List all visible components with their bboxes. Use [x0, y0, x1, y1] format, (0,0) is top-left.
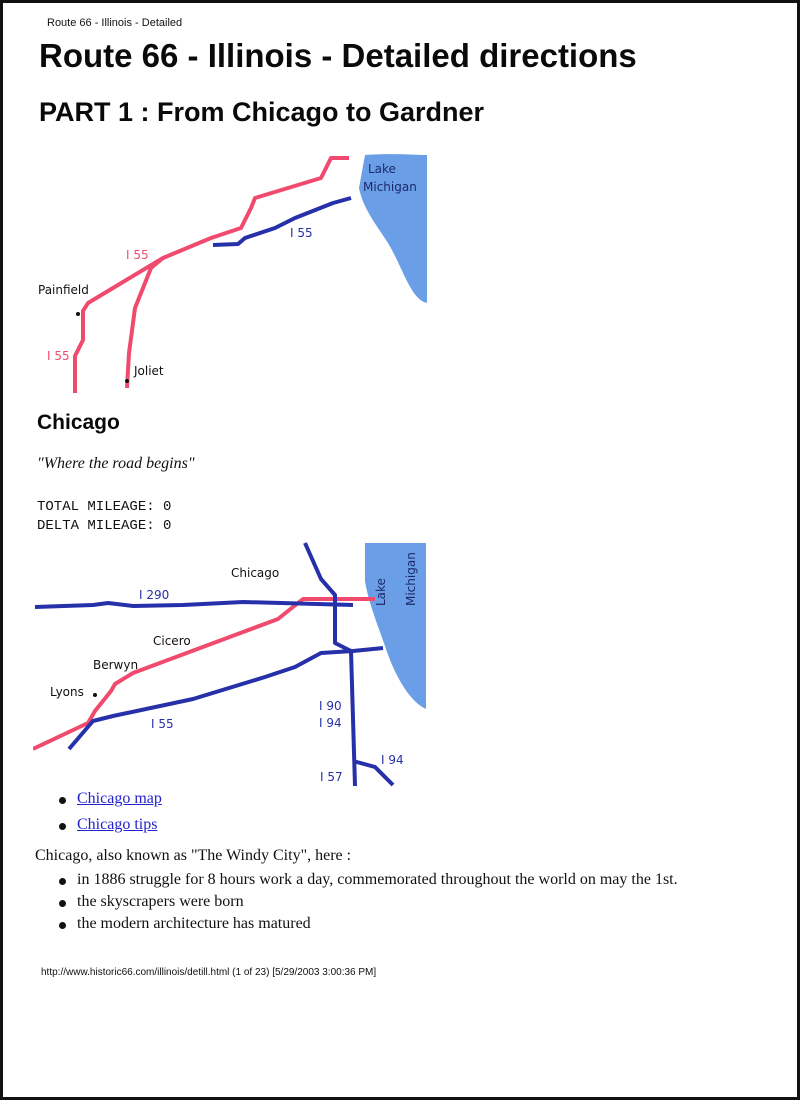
fact-list: [59, 871, 678, 937]
i90-label: I 90: [319, 699, 342, 713]
chicago-tips-link[interactable]: Chicago tips: [77, 816, 158, 833]
lyons-label: Lyons: [50, 685, 84, 699]
berwyn-label: Berwyn: [93, 658, 139, 672]
intro-text: Chicago, also known as "The Windy City", here :: [35, 847, 352, 864]
delta-mileage: DELTA MILEAGE: 0: [37, 518, 172, 534]
lake-michigan-shape: [359, 154, 427, 303]
i55-red-label: I 55: [126, 248, 149, 262]
cicero-label: Cicero: [153, 634, 191, 648]
page-title: Route 66 - Illinois - Detailed directions: [39, 37, 637, 74]
plainfield-label: Painfield: [38, 283, 89, 297]
page-footer: http://www.historic66.com/illinois/detill.html (1 of 23) [5/29/2003 3:00:36 PM]: [41, 967, 377, 978]
lyons-dot: [93, 693, 97, 697]
part-title: PART 1 : From Chicago to Gardner: [39, 97, 485, 127]
i55-blue-label: I 55: [290, 226, 313, 240]
michigan-label: Michigan: [363, 180, 417, 194]
joliet-label: Joliet: [134, 364, 164, 378]
list-item: [59, 790, 162, 816]
mileage-block: [37, 498, 171, 536]
i94-east-label: I 94: [381, 753, 404, 767]
i55-left-label: I 55: [47, 349, 70, 363]
route-map-chicago: [33, 541, 433, 791]
chicago-map-link[interactable]: Chicago map: [77, 790, 162, 807]
lake-label: Lake: [368, 162, 396, 176]
list-item: the skyscrapers were born: [59, 893, 678, 915]
list-item: in 1886 struggle for 8 hours work a day, commemorated throughout the world on may the 1st.: [59, 871, 678, 893]
route-66-line: [75, 158, 349, 393]
list-item: [59, 816, 162, 842]
i57-label: I 57: [320, 770, 343, 784]
page-header: Route 66 - Illinois - Detailed: [47, 17, 183, 29]
total-mileage: TOTAL MILEAGE: 0: [37, 499, 172, 515]
i94-label: I 94: [319, 716, 342, 730]
section-quote: "Where the road begins": [37, 455, 195, 472]
interstate-55-line: [213, 198, 351, 245]
link-list: [59, 790, 162, 842]
chicago-label: Chicago: [231, 566, 280, 580]
section-title: Chicago: [37, 411, 120, 434]
interstate-90-94-line: [305, 543, 355, 786]
plainfield-dot: [76, 312, 80, 316]
i290-label: I 290: [139, 588, 170, 602]
list-item: the modern architecture has matured: [59, 915, 678, 937]
michigan-label: Michigan: [404, 552, 418, 606]
lake-label: Lake: [374, 578, 388, 606]
interstate-290-line: [35, 602, 353, 607]
joliet-dot: [125, 379, 129, 383]
i55-label: I 55: [151, 717, 174, 731]
route-map-overview: [33, 148, 433, 398]
